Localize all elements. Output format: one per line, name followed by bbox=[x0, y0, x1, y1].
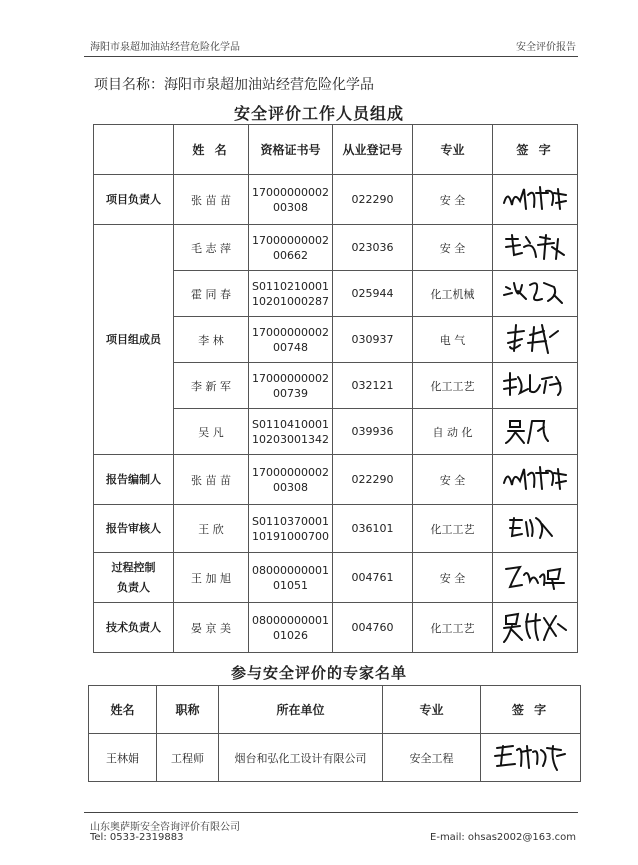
reg-number: 004760 bbox=[333, 603, 413, 653]
signature-image bbox=[500, 510, 570, 544]
major: 化工工艺 bbox=[413, 603, 493, 653]
signature-image bbox=[500, 461, 570, 495]
person-name: 毛 志 萍 bbox=[174, 225, 249, 271]
col-header-major: 专业 bbox=[413, 125, 493, 175]
cert-number: 17000000002 00739 bbox=[249, 363, 333, 409]
expert-unit: 烟台和弘化工设计有限公司 bbox=[219, 734, 383, 782]
staff-table-title: 安全评价工作人员组成 bbox=[233, 104, 404, 123]
major: 电 气 bbox=[413, 317, 493, 363]
role-leader: 项目负责人 bbox=[94, 175, 174, 225]
cert-number: 17000000002 00308 bbox=[249, 175, 333, 225]
major: 安 全 bbox=[413, 175, 493, 225]
staff-table bbox=[93, 124, 578, 653]
signature-image bbox=[500, 321, 570, 355]
table-row bbox=[94, 505, 578, 553]
major: 化工机械 bbox=[413, 271, 493, 317]
cert-number: 08000000001 01026 bbox=[249, 603, 333, 653]
role-tech: 技术负责人 bbox=[94, 603, 174, 653]
signature-image bbox=[491, 738, 571, 774]
cert-number: 08000000001 01051 bbox=[249, 553, 333, 603]
cert-number: S0110370001 10191000700 bbox=[249, 505, 333, 553]
cert-number: S0110210001 10201000287 bbox=[249, 271, 333, 317]
reg-number: 030937 bbox=[333, 317, 413, 363]
footer-divider bbox=[84, 812, 578, 813]
signature-cell bbox=[493, 505, 578, 553]
role-members: 项目组成员 bbox=[94, 225, 174, 455]
header-divider bbox=[84, 56, 578, 57]
footer-tel: Tel: 0533-2319883 bbox=[90, 832, 184, 843]
staff-header-row bbox=[94, 125, 578, 175]
table-row bbox=[94, 603, 578, 653]
col-header-unit: 所在单位 bbox=[219, 686, 383, 734]
reg-number: 025944 bbox=[333, 271, 413, 317]
role-process: 过程控制 负责人 bbox=[94, 553, 174, 603]
person-name: 张 苗 苗 bbox=[174, 175, 249, 225]
table-row bbox=[94, 553, 578, 603]
footer-email: E-mail: ohsas2002@163.com bbox=[430, 832, 576, 843]
major: 安 全 bbox=[413, 553, 493, 603]
signature-image bbox=[500, 559, 570, 593]
expert-table-title: 参与安全评价的专家名单 bbox=[230, 664, 407, 682]
person-name: 吴 凡 bbox=[174, 409, 249, 455]
cert-number: S0110410001 10203001342 bbox=[249, 409, 333, 455]
table-row bbox=[89, 734, 581, 782]
project-label: 项目名称： bbox=[94, 77, 164, 93]
header-left: 海阳市泉超加油站经营危险化学品 bbox=[90, 42, 240, 53]
signature-image bbox=[500, 181, 570, 215]
reg-number: 036101 bbox=[333, 505, 413, 553]
signature-cell bbox=[493, 455, 578, 505]
project-line bbox=[94, 74, 374, 94]
major: 自 动 化 bbox=[413, 409, 493, 455]
signature-cell bbox=[493, 409, 578, 455]
cert-number: 17000000002 00308 bbox=[249, 455, 333, 505]
expert-name: 王林娟 bbox=[89, 734, 157, 782]
cert-number: 17000000002 00748 bbox=[249, 317, 333, 363]
project-name: 海阳市泉超加油站经营危险化学品 bbox=[164, 77, 374, 93]
header-right: 安全评价报告 bbox=[516, 42, 576, 53]
signature-image bbox=[500, 229, 570, 263]
person-name: 王 欣 bbox=[174, 505, 249, 553]
reg-number: 004761 bbox=[333, 553, 413, 603]
footer-company: 山东奥萨斯安全咨询评价有限公司 bbox=[90, 822, 240, 833]
col-header-name: 姓 名 bbox=[174, 125, 249, 175]
corner-cell bbox=[94, 125, 174, 175]
signature-image bbox=[500, 275, 570, 309]
signature-cell bbox=[481, 734, 581, 782]
reg-number: 039936 bbox=[333, 409, 413, 455]
table-row bbox=[94, 455, 578, 505]
reg-number: 022290 bbox=[333, 455, 413, 505]
col-header-sign: 签 字 bbox=[481, 686, 581, 734]
signature-cell bbox=[493, 553, 578, 603]
expert-table bbox=[88, 685, 581, 782]
expert-header-row bbox=[89, 686, 581, 734]
cert-number: 17000000002 00662 bbox=[249, 225, 333, 271]
person-name: 李 新 军 bbox=[174, 363, 249, 409]
signature-cell bbox=[493, 317, 578, 363]
col-header-sign: 签 字 bbox=[493, 125, 578, 175]
table-row bbox=[94, 225, 578, 271]
signature-cell bbox=[493, 271, 578, 317]
signature-cell bbox=[493, 603, 578, 653]
signature-image bbox=[500, 608, 570, 644]
col-header-cert: 资格证书号 bbox=[249, 125, 333, 175]
col-header-reg: 从业登记号 bbox=[333, 125, 413, 175]
person-name: 晏 京 美 bbox=[174, 603, 249, 653]
signature-image bbox=[500, 413, 570, 447]
person-name: 王 加 旭 bbox=[174, 553, 249, 603]
person-name: 霍 同 春 bbox=[174, 271, 249, 317]
col-header-major: 专业 bbox=[383, 686, 481, 734]
person-name: 李 林 bbox=[174, 317, 249, 363]
signature-cell bbox=[493, 363, 578, 409]
col-header-title: 职称 bbox=[157, 686, 219, 734]
reg-number: 032121 bbox=[333, 363, 413, 409]
role-reviewer: 报告审核人 bbox=[94, 505, 174, 553]
major: 安 全 bbox=[413, 225, 493, 271]
major: 安 全 bbox=[413, 455, 493, 505]
role-writer: 报告编制人 bbox=[94, 455, 174, 505]
signature-image bbox=[500, 367, 570, 401]
expert-title: 工程师 bbox=[157, 734, 219, 782]
col-header-name: 姓名 bbox=[89, 686, 157, 734]
major: 化工工艺 bbox=[413, 505, 493, 553]
person-name: 张 苗 苗 bbox=[174, 455, 249, 505]
signature-cell bbox=[493, 225, 578, 271]
signature-cell bbox=[493, 175, 578, 225]
table-row bbox=[94, 175, 578, 225]
major: 化工工艺 bbox=[413, 363, 493, 409]
expert-major: 安全工程 bbox=[383, 734, 481, 782]
reg-number: 023036 bbox=[333, 225, 413, 271]
reg-number: 022290 bbox=[333, 175, 413, 225]
